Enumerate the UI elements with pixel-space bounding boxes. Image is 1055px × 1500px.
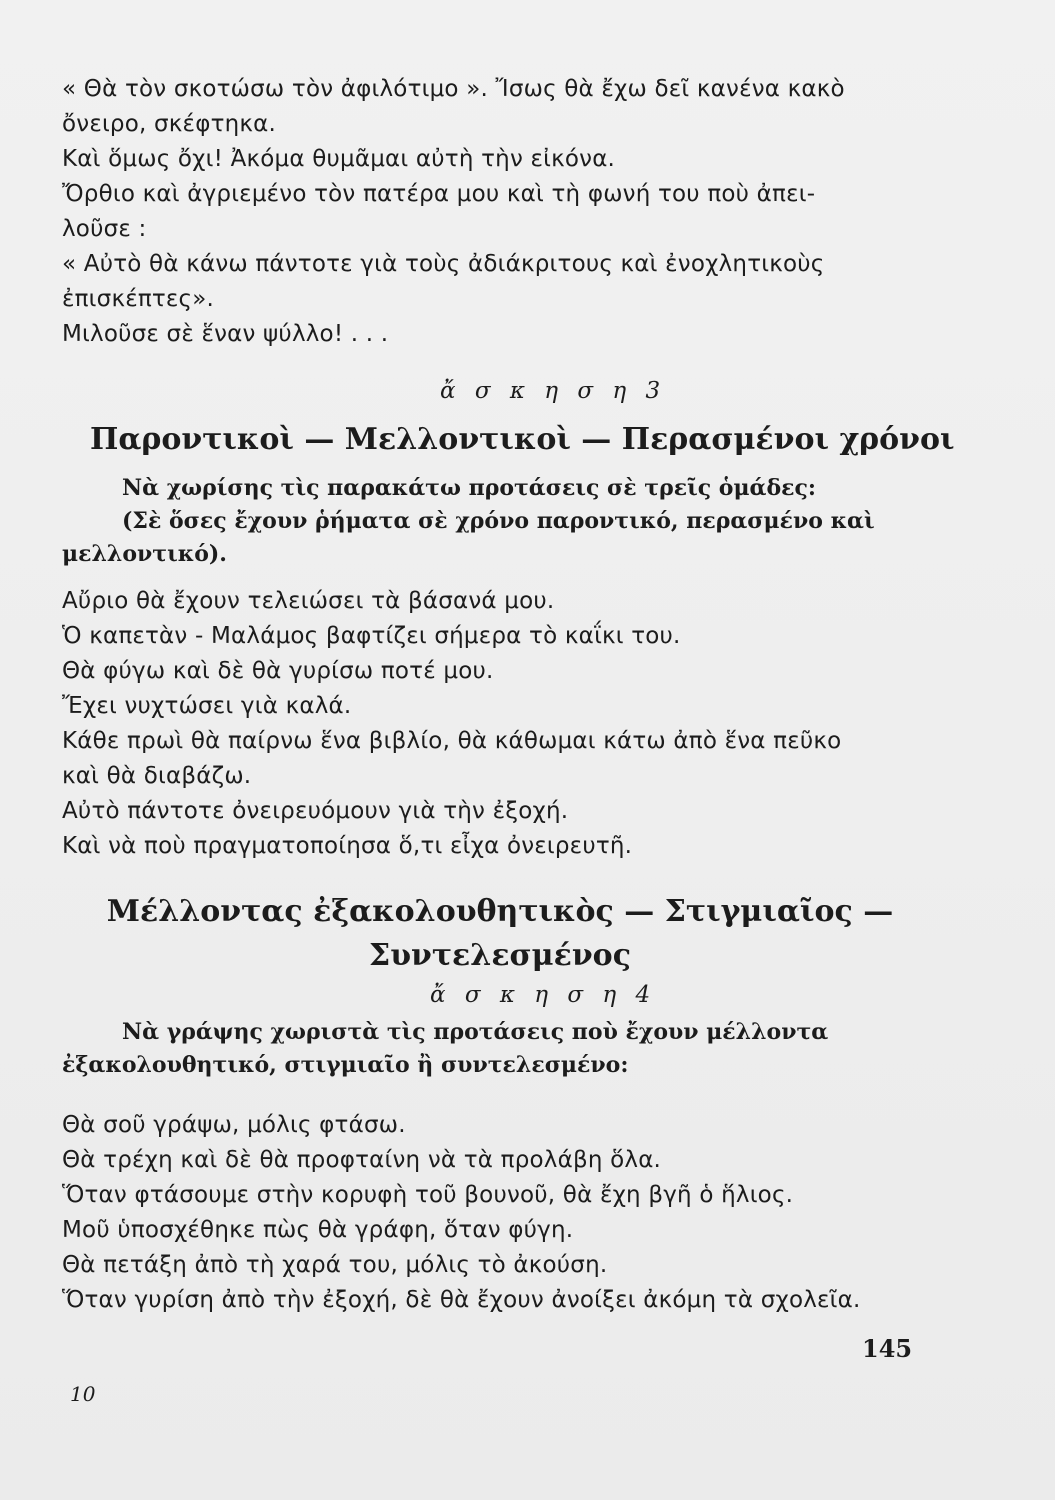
text-line: Μιλοῦσε σὲ ἕναν ψύλλο! . . . — [62, 321, 389, 347]
top-paragraph — [62, 72, 902, 352]
sentence-line: Αὐτὸ πάντοτε ὀνειρευόμουν γιὰ τὴν ἐξοχή. — [62, 798, 569, 824]
sentence-line: Ὅταν φτάσουμε στὴν κορυφὴ τοῦ βουνοῦ, θὰ ἔχη βγῆ ὁ ἥλιος. — [62, 1182, 794, 1208]
sentence-line: Καὶ νὰ ποὺ πραγματοποίησα ὅ,τι εἶχα ὀνειρευτῆ. — [62, 833, 633, 859]
instruction-line: Νὰ χωρίσης τὶς παρακάτω προτάσεις σὲ τρεῖς ὁμάδες: — [122, 475, 817, 501]
signature-mark: 10 — [70, 1382, 96, 1406]
page-number: 145 — [862, 1334, 913, 1363]
exercise-3-instructions — [62, 472, 922, 571]
sentence-line: Θὰ τρέχη καὶ δὲ θὰ προφταίνη νὰ τὰ προλάβη ὅλα. — [62, 1147, 662, 1173]
instruction-line: ἐξακολουθητικό, στιγμιαῖο ἢ συντελεσμένο: — [62, 1052, 629, 1078]
text-line: ἐπισκέπτες». — [62, 286, 215, 312]
text-line: « Αὐτὸ θὰ κάνω πάντοτε γιὰ τοὺς ἀδιάκριτους καὶ ἐνοχλητικοὺς — [62, 251, 825, 277]
exercise-3-sentences — [62, 584, 902, 864]
text-line: Καὶ ὅμως ὄχι! Ἀκόμα θυμᾶμαι αὐτὴ τὴν εἰκόνα. — [62, 146, 616, 172]
sentence-line: Θὰ φύγω καὶ δὲ θὰ γυρίσω ποτέ μου. — [62, 658, 494, 684]
text-line: λοῦσε : — [62, 216, 147, 242]
sentence-line: Θὰ σοῦ γράψω, μόλις φτάσω. — [62, 1112, 406, 1138]
exercise-3-heading: Παροντικοὶ — Μελλοντικοὶ — Περασμένοι χρόνοι — [90, 422, 955, 457]
instruction-line: (Σὲ ὅσες ἔχουν ῥήματα σὲ χρόνο παροντικό, περασμένο καὶ — [122, 508, 875, 534]
instruction-line: μελλοντικό). — [62, 541, 227, 567]
exercise-4-sentences — [62, 1108, 902, 1318]
instruction-line: Νὰ γράψης χωριστὰ τὶς προτάσεις ποὺ ἔχουν μέλλοντα — [122, 1019, 829, 1045]
sentence-line: Θὰ πετάξη ἀπὸ τὴ χαρά του, μόλις τὸ ἀκούση. — [62, 1252, 608, 1278]
section-heading-line: Συντελεσμένος — [369, 938, 631, 973]
sentence-line: Ἔχει νυχτώσει γιὰ καλά. — [62, 693, 352, 719]
section-heading — [0, 890, 1000, 978]
text-line: Ὄρθιο καὶ ἀγριεμένο τὸν πατέρα μου καὶ τὴ φωνή του ποὺ ἀπει- — [62, 181, 816, 207]
exercise-4-label: ἄ σ κ η σ η 4 — [430, 982, 657, 1008]
exercise-3-label: ἄ σ κ η σ η 3 — [440, 378, 667, 404]
text-line: « Θὰ τὸν σκοτώσω τὸν ἀφιλότιμο ». Ἴσως θὰ ἔχω δεῖ κανένα κακὸ — [62, 76, 845, 102]
exercise-4-instructions — [62, 1016, 922, 1082]
sentence-line: Αὔριο θὰ ἔχουν τελειώσει τὰ βάσανά μου. — [62, 588, 555, 614]
sentence-line: καὶ θὰ διαβάζω. — [62, 763, 252, 789]
sentence-line: Κάθε πρωὶ θὰ παίρνω ἕνα βιβλίο, θὰ κάθωμαι κάτω ἀπὸ ἕνα πεῦκο — [62, 728, 842, 754]
sentence-line: Ὅταν γυρίση ἀπὸ τὴν ἐξοχή, δὲ θὰ ἔχουν ἀνοίξει ἀκόμη τὰ σχολεῖα. — [62, 1287, 861, 1313]
section-heading-line: Μέλλοντας ἐξακολουθητικὸς — Στιγμιαῖος — — [106, 894, 894, 929]
sentence-line: Μοῦ ὑποσχέθηκε πὼς θὰ γράφη, ὅταν φύγη. — [62, 1217, 574, 1243]
sentence-line: Ὁ καπετὰν - Μαλάμος βαφτίζει σήμερα τὸ καΐκι του. — [62, 623, 681, 649]
text-line: ὄνειρο, σκέφτηκα. — [62, 111, 277, 137]
